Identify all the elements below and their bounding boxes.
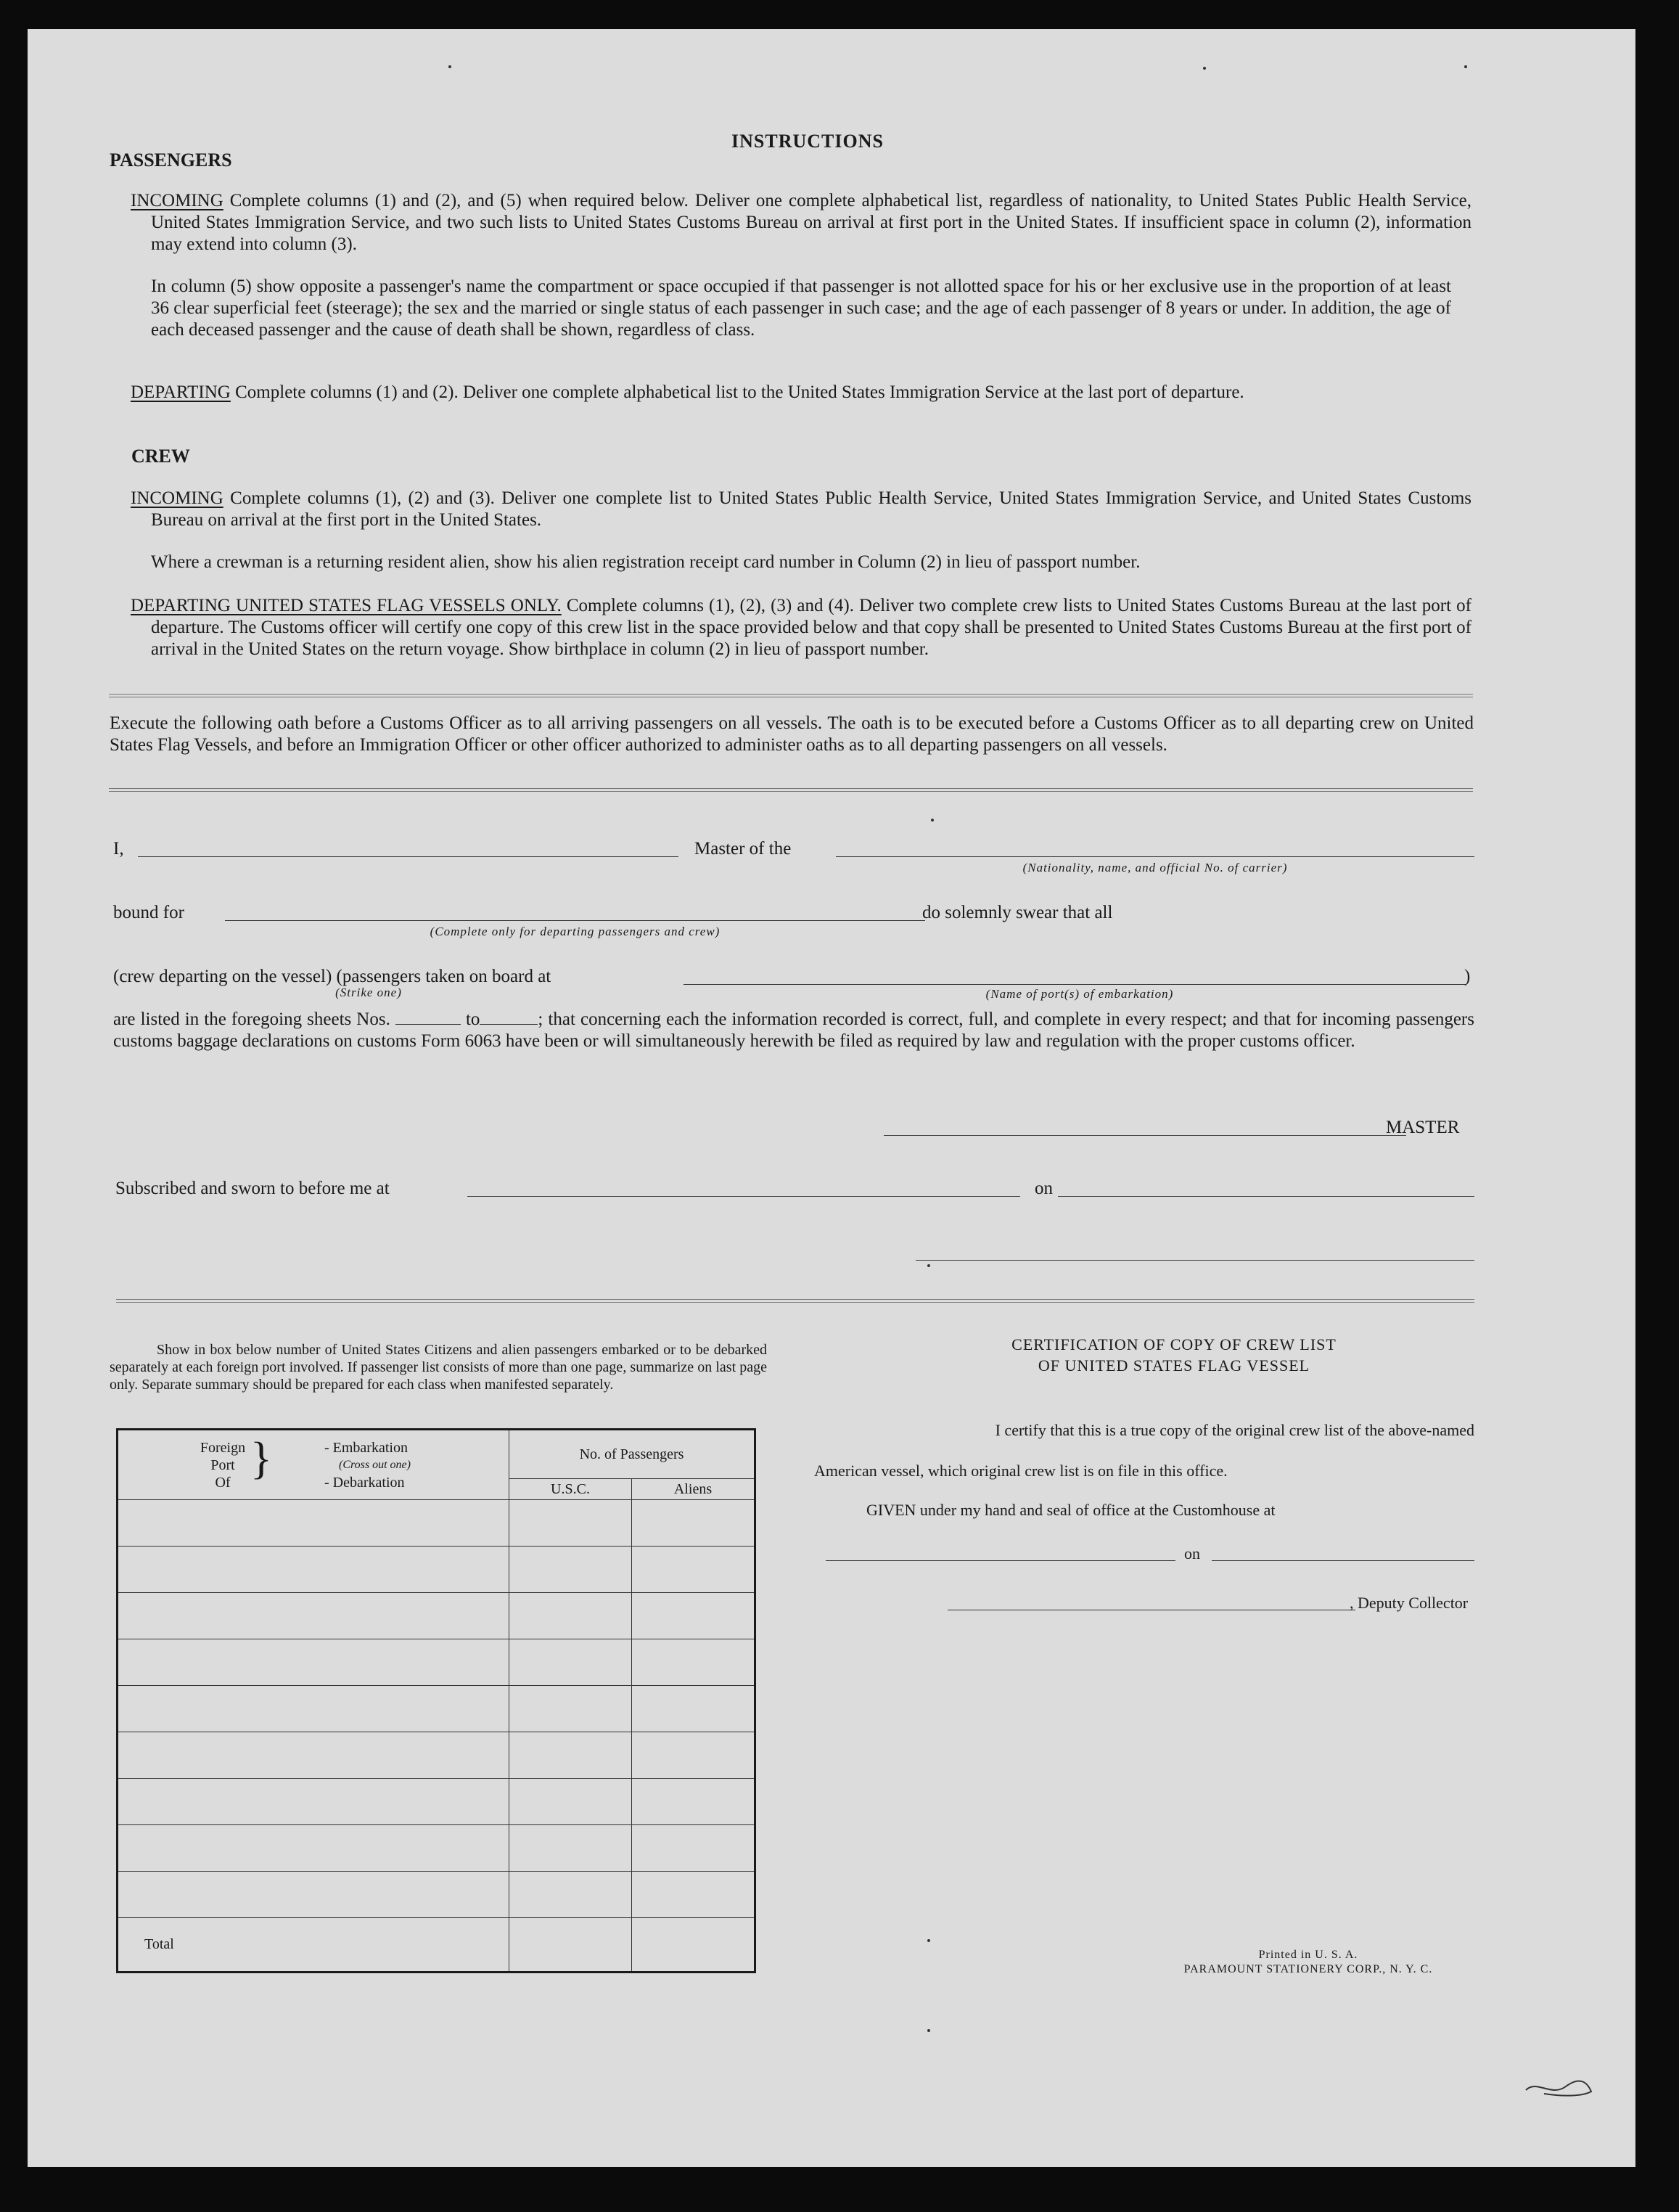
officer-signature-field[interactable]	[916, 1260, 1474, 1261]
bound-for-label: bound for	[113, 903, 184, 922]
passengers-departing-paragraph	[131, 382, 1471, 404]
master-label: MASTER	[1386, 1118, 1460, 1137]
customhouse-field[interactable]	[826, 1560, 1175, 1561]
table-row	[118, 1639, 755, 1686]
aliens-cell[interactable]	[632, 1593, 755, 1639]
port-label: Port	[210, 1457, 235, 1473]
usc-cell[interactable]	[509, 1686, 632, 1732]
port-cell[interactable]	[118, 1500, 509, 1547]
master-of-the-label: Master of the	[694, 839, 792, 859]
port-cell[interactable]	[118, 1639, 509, 1686]
listed-rest: ; that concerning each the information recorded is correct, full, and complete in every respect; and that for incoming passengers customs baggage declarations on customs Form 6063 have been or will simultaneously herewith be filed as required by law and regulation with the proper customs officer.	[113, 1009, 1474, 1051]
aliens-cell[interactable]	[632, 1500, 755, 1547]
table-row	[118, 1871, 755, 1917]
signature-mark-icon	[1522, 2076, 1595, 2105]
solemnly-swear-text: do solemnly swear that all	[922, 903, 1113, 922]
printer-line2: PARAMOUNT STATIONERY CORP., N. Y. C.	[1183, 1963, 1433, 1975]
port-cell[interactable]	[118, 1593, 509, 1639]
subscribed-on-label: on	[1035, 1179, 1053, 1198]
divider-rule	[109, 788, 1473, 792]
crew-resident-paragraph: Where a crewman is a returning resident alien, show his alien registration receipt card number in Column (2) in lieu of passport number.	[151, 552, 1141, 572]
usc-cell[interactable]	[509, 1824, 632, 1871]
passengers-heading: PASSENGERS	[110, 149, 232, 171]
master-signature-field[interactable]	[884, 1135, 1406, 1136]
usc-cell[interactable]	[509, 1871, 632, 1917]
port-cell[interactable]	[118, 1686, 509, 1732]
usc-total-cell[interactable]	[509, 1917, 632, 1972]
aliens-cell[interactable]	[632, 1686, 755, 1732]
passengers-departing-label: DEPARTING	[131, 382, 231, 402]
cert-date-field[interactable]	[1212, 1560, 1474, 1561]
summary-instruction: Show in box below number of United States Citizens and alien passengers embarked or to be debarked separately at each foreign port involved. If passenger list consists of more than one page, summarize on last page only. Separate summary should be prepared for each class when manifested separately.	[110, 1342, 767, 1393]
port-header-cell	[118, 1430, 509, 1500]
instructions-title: INSTRUCTIONS	[731, 131, 884, 152]
bound-for-field[interactable]	[225, 920, 925, 921]
total-row	[118, 1917, 755, 1972]
table-row	[118, 1547, 755, 1593]
no-of-passengers-header: No. of Passengers	[509, 1430, 755, 1479]
aliens-total-cell[interactable]	[632, 1917, 755, 1972]
total-label: Total	[118, 1917, 509, 1972]
debarkation-label: - Debarkation	[324, 1475, 405, 1491]
brace-icon: }	[250, 1434, 272, 1483]
passenger-summary-table	[116, 1428, 756, 1973]
certification-title-line2: OF UNITED STATES FLAG VESSEL	[1038, 1356, 1310, 1375]
departing-caption: (Complete only for departing passengers and crew)	[430, 925, 721, 938]
to-label: to	[465, 1009, 480, 1029]
port-cell[interactable]	[118, 1547, 509, 1593]
divider-rule	[109, 694, 1473, 697]
printer-line1: Printed in U. S. A.	[1258, 1949, 1358, 1961]
given-line: GIVEN under my hand and seal of office at the Customhouse at	[866, 1501, 1276, 1519]
port-cell[interactable]	[118, 1732, 509, 1778]
certify-line1: I certify that this is a true copy of the original crew list of the above-named	[995, 1421, 1474, 1439]
document-page	[28, 29, 1635, 2167]
usc-header: U.S.C.	[509, 1479, 632, 1500]
aliens-cell[interactable]	[632, 1778, 755, 1824]
crew-heading: CREW	[131, 446, 190, 467]
usc-cell[interactable]	[509, 1593, 632, 1639]
embarkation-label: - Embarkation	[324, 1440, 408, 1456]
crew-passengers-strike-text: (crew departing on the vessel) (passengers taken on board at	[113, 967, 551, 986]
of-label: Of	[215, 1475, 231, 1491]
port-cell[interactable]	[118, 1871, 509, 1917]
subscribed-label: Subscribed and sworn to before me at	[115, 1179, 390, 1198]
deputy-collector-label: , Deputy Collector	[1350, 1594, 1469, 1612]
divider-rule	[116, 1299, 1474, 1303]
aliens-header: Aliens	[632, 1479, 755, 1500]
carrier-caption: (Nationality, name, and official No. of carrier)	[1022, 861, 1288, 874]
scan-speck	[931, 819, 934, 822]
aliens-cell[interactable]	[632, 1871, 755, 1917]
aliens-cell[interactable]	[632, 1547, 755, 1593]
scan-speck	[1203, 67, 1206, 70]
passengers-column5-paragraph: In column (5) show opposite a passenger's name the compartment or space occupied if that passenger is not allotted space for his or her exclusive use in the proportion of at least 36 clear superficial feet (steerage); the sex and the married or single status of each passenger in such case; and the age of each passenger of 8 years or under. In addition, the age of each deceased passenger and the cause of death shall be shown, regardless of class.	[151, 276, 1451, 340]
strike-caption: (Strike one)	[335, 986, 402, 999]
crew-incoming-label: INCOMING	[131, 488, 223, 508]
certification-title-line1: CERTIFICATION OF COPY OF CREW LIST	[1011, 1335, 1337, 1353]
sheet-from-field[interactable]	[395, 1011, 461, 1025]
crew-departing-paragraph	[131, 595, 1471, 660]
port-cell[interactable]	[118, 1778, 509, 1824]
table-row	[118, 1778, 755, 1824]
sheet-to-field[interactable]	[480, 1011, 538, 1025]
subscribed-date-field[interactable]	[1058, 1196, 1474, 1197]
table-row	[118, 1732, 755, 1778]
usc-cell[interactable]	[509, 1732, 632, 1778]
certify-line2: American vessel, which original crew list is on file in this office.	[814, 1462, 1228, 1480]
aliens-cell[interactable]	[632, 1639, 755, 1686]
printer-imprint	[1138, 1948, 1479, 1977]
scan-speck	[448, 65, 451, 68]
usc-cell[interactable]	[509, 1500, 632, 1547]
cert-on-label: on	[1184, 1544, 1200, 1562]
usc-cell[interactable]	[509, 1778, 632, 1824]
carrier-field[interactable]	[836, 856, 1474, 857]
usc-cell[interactable]	[509, 1547, 632, 1593]
crew-incoming-paragraph	[131, 488, 1471, 531]
embarkation-port-field[interactable]	[683, 984, 1466, 985]
passengers-departing-text: Complete columns (1) and (2). Deliver one complete alphabetical list to the United States Immigration Service at the last port of departure.	[230, 382, 1244, 402]
port-cell[interactable]	[118, 1824, 509, 1871]
crew-departing-label: DEPARTING UNITED STATES FLAG VESSELS ONLY.	[131, 596, 562, 615]
oath-instruction-paragraph: Execute the following oath before a Customs Officer as to all arriving passengers on all vessels. The oath is to be executed before a Customs Officer as to all departing crew on United States Flag Vessels, and before an Immigration Officer or other officer authorized to administer oaths as to all departing passengers on all vessels.	[110, 713, 1474, 755]
passengers-incoming-paragraph	[131, 190, 1471, 255]
listed-prefix: are listed in the foregoing sheets Nos.	[113, 1009, 390, 1029]
subscribed-place-field[interactable]	[467, 1196, 1020, 1197]
passengers-incoming-text: Complete columns (1) and (2), and (5) when required below. Deliver one complete alphabetical list, regardless of nationality, to United States Public Health Service, United States Immigration Service, and two such lists to United States Customs Bureau on arrival at first port in the United States. If insufficient space in column (2), information may extend into column (3).	[151, 191, 1471, 254]
crew-incoming-text: Complete columns (1), (2) and (3). Deliver one complete list to United States Public Health Service, United States Immigration Service, and United States Customs Bureau on arrival at the first port in the United States.	[151, 488, 1471, 530]
table-row	[118, 1500, 755, 1547]
crew-departing-text: Complete columns (1), (2), (3) and (4). Deliver two complete crew lists to United States Customs Bureau at the last port of departure. The Customs officer will certify one copy of this crew list in the space provided below and that copy shall be presented to United States Customs Bureau at the first port of arrival in the United States on the return voyage. Show birthplace in column (2) in lieu of passport number.	[151, 596, 1471, 659]
close-paren: )	[1464, 967, 1471, 986]
table-row	[118, 1593, 755, 1639]
scan-speck	[927, 2029, 930, 2032]
aliens-cell[interactable]	[632, 1824, 755, 1871]
listed-paragraph	[113, 1009, 1474, 1052]
scan-speck	[1464, 65, 1467, 68]
table-row	[118, 1824, 755, 1871]
scan-speck	[927, 1264, 930, 1267]
certification-title	[884, 1334, 1464, 1376]
oath-i-label: I,	[113, 839, 124, 859]
table-row	[118, 1686, 755, 1732]
scan-speck	[927, 1939, 930, 1942]
foreign-label: Foreign	[200, 1440, 246, 1456]
passengers-incoming-label: INCOMING	[131, 191, 223, 210]
usc-cell[interactable]	[509, 1639, 632, 1686]
aliens-cell[interactable]	[632, 1732, 755, 1778]
ports-caption: (Name of port(s) of embarkation)	[985, 987, 1174, 1001]
master-name-field[interactable]	[138, 856, 678, 857]
cross-out-label: (Cross out one)	[339, 1459, 411, 1471]
